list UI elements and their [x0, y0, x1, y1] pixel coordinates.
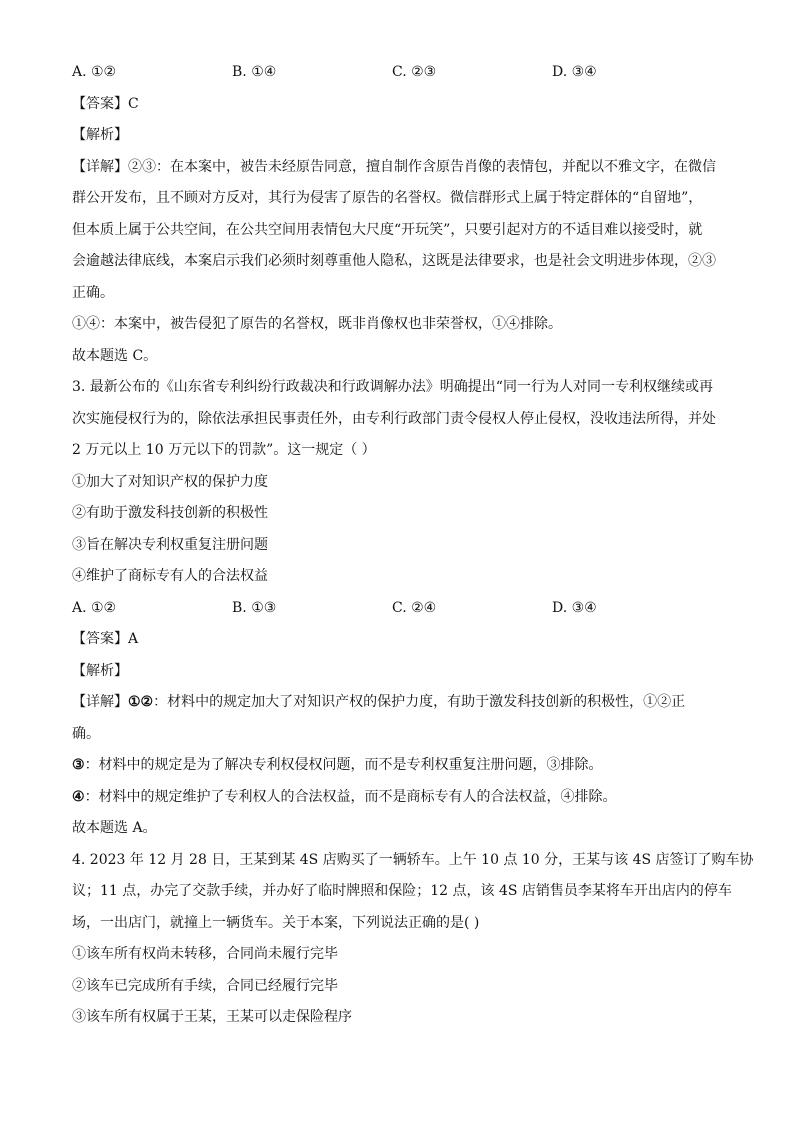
answer-label: 【答案】 — [72, 95, 128, 112]
q3-statement: ④维护了商标专有人的合法权益 — [72, 568, 268, 584]
detail-marker: ④ — [72, 788, 85, 805]
detail-marker: ③ — [72, 757, 85, 773]
q2-options — [72, 62, 722, 82]
q3-exclude-3 — [72, 755, 722, 775]
q3-stem-line: 3. 最新公布的《山东省专利纠纷行政裁决和行政调解办法》明确提出“同一行为人对同一专利权继续或再 — [72, 379, 713, 395]
q2-detail-line: 正确。 — [72, 284, 114, 301]
q4-stem-line: 场，一出店门，就撞上一辆货车。关于本案，下列说法正确的是( ) — [72, 914, 480, 931]
q3-option-a: A. ①② — [72, 599, 117, 616]
q2-detail-line: 会逾越法律底线，本案启示我们必须时刻尊重他人隐私，这既是法律要求，也是社会文明进步体现，②③ — [72, 253, 716, 269]
document-page — [72, 62, 754, 1039]
q2-conclusion: 故本题选 C。 — [72, 347, 158, 364]
q4-statement: ③该车所有权属于王某，王某可以走保险程序 — [72, 1009, 352, 1025]
q4-stem-line: 议；11 点，办完了交款手续，并办好了临时牌照和保险；12 点，该 4S 店销售员李某将车开出店内的停车 — [72, 883, 732, 899]
q2-option-a: A. ①② — [72, 64, 117, 80]
detail-text: ：材料中的规定维护了专利权人的合法权益，而不是商标专有人的合法权益，④排除。 — [84, 788, 617, 805]
q2-option-d: D. ③④ — [552, 64, 597, 80]
q3-detail-line — [72, 692, 722, 712]
detail-text: ：材料中的规定是为了解决专利权侵权问题，而不是专利权重复注册问题，③排除。 — [84, 757, 603, 773]
q2-detail-line: 但本质上属于公共空间，在公共空间用表情包大尺度“开玩笑”，只要引起对方的不适目难以接受时，就 — [72, 221, 703, 238]
q2-answer — [72, 94, 722, 114]
q3-stem-line: 2 万元以上 10 万元以下的罚款”。这一规定（ ） — [72, 442, 376, 458]
q3-option-d: D. ③④ — [552, 599, 597, 616]
q4-statement: ②该车已完成所有手续，合同已经履行完毕 — [72, 977, 338, 994]
q2-option-c: C. ②③ — [392, 64, 437, 80]
q3-answer — [72, 629, 722, 649]
q3-statement: ①加大了对知识产权的保护力度 — [72, 473, 268, 490]
q2-analysis-label: 【解析】 — [72, 127, 128, 143]
q3-stem-line: 次实施侵权行为的，除依法承担民事责任外，由专利行政部门责令侵权人停止侵权，没收违法所得，并处 — [72, 410, 716, 427]
answer-label: 【答案】 — [72, 631, 128, 647]
detail-text: ②③：在本案中，被告未经原告同意，擅自制作含原告肖像的表情包，并配以不雅文字，在微信 — [128, 158, 716, 175]
detail-label: 【详解】 — [72, 694, 128, 710]
q3-conclusion: 故本题选 A。 — [72, 820, 157, 836]
q3-analysis-label: 【解析】 — [72, 662, 128, 679]
q3-statement: ②有助于激发科技创新的积极性 — [72, 505, 268, 521]
detail-label: 【详解】 — [72, 158, 128, 175]
q2-option-b: B. ①④ — [232, 64, 277, 80]
q3-detail-line: 确。 — [72, 725, 100, 742]
q2-exclude-line: ①④：本案中，被告侵犯了原告的名誉权，既非肖像权也非荣誉权，①④排除。 — [72, 316, 562, 332]
detail-marker: ①② — [128, 694, 154, 710]
answer-value: C — [128, 95, 139, 112]
q4-statement: ①该车所有权尚未转移，合同尚未履行完毕 — [72, 946, 338, 962]
q3-exclude-4 — [72, 787, 722, 807]
q3-option-b: B. ①③ — [232, 599, 277, 616]
q4-stem-line: 4. 2023 年 12 月 28 日，王某到某 4S 店购买了一辆轿车。上午 10 点 10 分，王某与该 4S 店签订了购车协 — [72, 851, 754, 868]
q3-option-c: C. ②④ — [392, 599, 437, 616]
q3-options — [72, 598, 722, 618]
detail-text: ：材料中的规定加大了对知识产权的保护力度，有助于激发科技创新的积极性，①②正 — [153, 694, 686, 710]
answer-value: A — [128, 631, 139, 647]
q2-detail-line — [72, 157, 722, 177]
q3-statement: ③旨在解决专利权重复注册问题 — [72, 536, 268, 553]
q2-detail-line: 群公开发布，且不顾对方反对，其行为侵害了原告的名誉权。微信群形式上属于特定群体的“自留地”， — [72, 190, 703, 206]
